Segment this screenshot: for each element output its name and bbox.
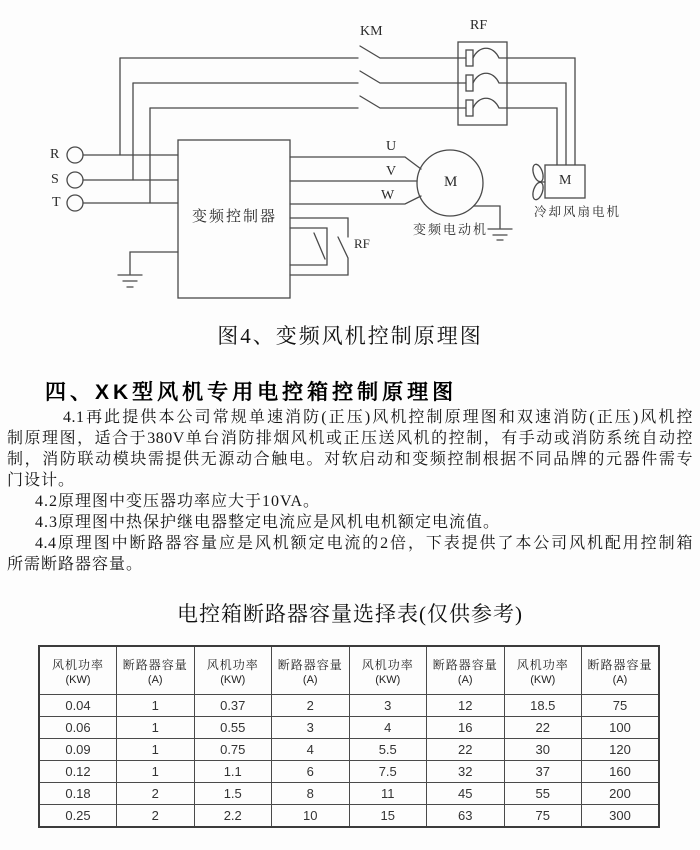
label-terminal-t: T — [52, 195, 61, 210]
body-line: 4.4原理图中断路器容量应是风机额定电流的2倍，下表提供了本公司风机配用控制箱 — [35, 535, 693, 552]
section-heading: 四、XK型风机专用电控箱控制原理图 — [45, 381, 458, 404]
table-cell: 15 — [349, 805, 427, 828]
body-line: 门设计。 — [7, 472, 76, 489]
table-cell: 12 — [427, 695, 505, 717]
table-cell: 22 — [427, 739, 505, 761]
terminal-r-icon — [67, 147, 83, 163]
table-cell: 2 — [272, 695, 350, 717]
fan-blade-icon — [531, 181, 545, 201]
col-header: 风机功率 (KW) — [194, 646, 272, 695]
table-row — [39, 805, 659, 828]
body-line: 制原理图，适合于380V单台消防排烟风机或正压送风机的控制，有手动或消防系统自动控 — [7, 430, 693, 447]
circuit-svg — [0, 0, 700, 318]
label-terminal-s: S — [51, 172, 59, 187]
table-cell: 16 — [427, 717, 505, 739]
table-cell: 0.04 — [39, 695, 117, 717]
section-lines — [7, 407, 693, 575]
table-cell: 0.37 — [194, 695, 272, 717]
body-line: 制，消防联动模块需提供无源动合触电。对软启动和变频控制根据不同品牌的元器件需专 — [7, 451, 693, 468]
label-rf-contact: RF — [354, 236, 370, 251]
table-row — [39, 761, 659, 783]
table-cell: 4 — [272, 739, 350, 761]
table-body — [39, 695, 659, 828]
table-cell: 75 — [582, 695, 660, 717]
label-phase-w: W — [381, 188, 395, 203]
table-cell: 0.09 — [39, 739, 117, 761]
table-cell: 55 — [504, 783, 582, 805]
table-cell: 1.5 — [194, 783, 272, 805]
table-cell: 1.1 — [194, 761, 272, 783]
circuit-diagram — [0, 0, 700, 318]
table-cell: 8 — [272, 783, 350, 805]
table-cell: 10 — [272, 805, 350, 828]
table-row — [39, 783, 659, 805]
label-phase-u: U — [386, 139, 397, 154]
breaker-table — [38, 645, 660, 828]
col-header: 风机功率 (KW) — [504, 646, 582, 695]
label-phase-v: V — [386, 164, 397, 179]
terminal-s-icon — [67, 172, 83, 188]
table-cell: 3 — [272, 717, 350, 739]
table-row — [39, 695, 659, 717]
table-cell: 200 — [582, 783, 660, 805]
table-cell: 2 — [117, 783, 195, 805]
body-line: 所需断路器容量。 — [7, 556, 144, 573]
table-cell: 160 — [582, 761, 660, 783]
table-cell: 37 — [504, 761, 582, 783]
table-row — [39, 717, 659, 739]
label-fan-name: 冷却风扇电机 — [534, 205, 622, 219]
label-motor-m: M — [444, 174, 458, 190]
table-cell: 0.75 — [194, 739, 272, 761]
body-line: 4.1再此提供本公司常规单速消防(正压)风机控制原理图和双速消防(正压)风机控 — [63, 409, 693, 426]
table-cell: 22 — [504, 717, 582, 739]
table-cell: 0.55 — [194, 717, 272, 739]
label-fan-m: M — [559, 173, 572, 188]
body-line: 4.2原理图中变压器功率应大于10VA。 — [35, 493, 321, 510]
table-cell: 1 — [117, 717, 195, 739]
col-header: 断路器容量 (A) — [117, 646, 195, 695]
body-line: 4.3原理图中热保护继电器整定电流应是风机电机额定电流值。 — [35, 514, 501, 531]
table-header — [39, 646, 659, 695]
table-row — [39, 739, 659, 761]
table-cell: 0.18 — [39, 783, 117, 805]
table-cell: 0.25 — [39, 805, 117, 828]
table-cell: 2.2 — [194, 805, 272, 828]
table-cell: 45 — [427, 783, 505, 805]
col-header: 风机功率 (KW) — [39, 646, 117, 695]
table-title: 电控箱断路器容量选择表(仅供参考) — [177, 602, 523, 626]
table-cell: 100 — [582, 717, 660, 739]
table-cell: 4 — [349, 717, 427, 739]
terminal-t-icon — [67, 195, 83, 211]
table-cell: 11 — [349, 783, 427, 805]
col-header: 断路器容量 (A) — [272, 646, 350, 695]
table-cell: 0.06 — [39, 717, 117, 739]
table-cell: 18.5 — [504, 695, 582, 717]
table-cell: 3 — [349, 695, 427, 717]
label-terminal-r: R — [50, 147, 60, 162]
figure-caption: 图4、变频风机控制原理图 — [217, 324, 483, 348]
label-rf-relay: RF — [470, 18, 488, 33]
col-header: 断路器容量 (A) — [427, 646, 505, 695]
table-cell: 1 — [117, 739, 195, 761]
label-km-contactor: KM — [360, 24, 383, 39]
table-cell: 120 — [582, 739, 660, 761]
table-cell: 63 — [427, 805, 505, 828]
table-cell: 7.5 — [349, 761, 427, 783]
table-cell: 6 — [272, 761, 350, 783]
table-cell: 300 — [582, 805, 660, 828]
table-cell: 2 — [117, 805, 195, 828]
fan-blade-icon — [531, 163, 545, 183]
table-cell: 0.12 — [39, 761, 117, 783]
table-cell: 75 — [504, 805, 582, 828]
table-cell: 1 — [117, 695, 195, 717]
col-header: 断路器容量 (A) — [582, 646, 660, 695]
label-controller-name: 变频控制器 — [192, 209, 278, 225]
ground-icon — [118, 252, 178, 287]
col-header: 风机功率 (KW) — [349, 646, 427, 695]
table-cell: 30 — [504, 739, 582, 761]
table-cell: 1 — [117, 761, 195, 783]
table-cell: 5.5 — [349, 739, 427, 761]
table-cell: 32 — [427, 761, 505, 783]
label-motor-name: 变频电动机 — [413, 222, 489, 237]
